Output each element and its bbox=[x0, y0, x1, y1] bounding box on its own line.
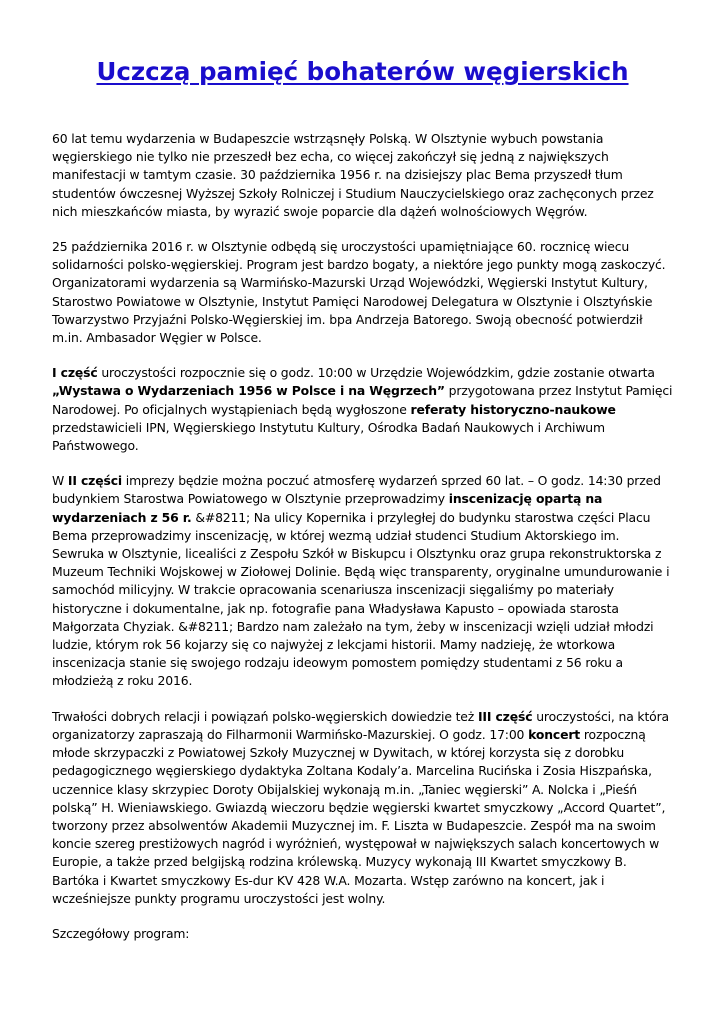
page-title bbox=[52, 0, 673, 90]
bold-staging: inscenizację opartą na wydarzeniach z 56 r. bbox=[52, 491, 603, 525]
text-span: uroczystości rozpocznie się o godz. 10:00 w Urzędzie Wojewódzkim, gdzie zostanie otwarta bbox=[97, 365, 655, 381]
bold-part-one: I część bbox=[52, 365, 98, 381]
paragraph-organizers: 25 października 2016 r. w Olsztynie odbędą się uroczystości upamiętniające 60. rocznicę wiecu solidarności polsko-węgierskiej. Program jest bardzo bogaty, a niektóre jego punkty mogą zaskoczyć. Organizatorami wydarzenia są Warmińsko-Mazurski Urząd Wojewódzki, Węgierski Instytut Kultury, Starostwo Powiatowe w Olsztynie, Instytut Pamięci Narodowej Delegatura w Olsztynie i Olsztyńskie Towarzystwo Przyjaźni Polsko-Węgierskiej im. bpa Andrzeja Batorego. Swoją obecność potwierdził m.in. Ambasador Węgier w Polsce. bbox=[52, 239, 666, 346]
title-link[interactable]: Uczczą pamięć bohaterów węgierskich bbox=[96, 57, 629, 86]
text-span: rozpoczną młode skrzypaczki z Powiatowej Szkoły Muzycznej w Dywitach, w której korzysta się z dorobku pedagogicznego węgierskiego dydaktyka Zoltana Kodaly’a. Marcelina Rucińska i Zosia Hiszpańska, uczennice klasy skrzypiec Doroty Obijalskiej wykonają m.in. „Taniec węgierski” A. Nolcka i „Pieśń polską” H. Wieniawskiego. Gwiazdą wieczoru będzie węgierski kwartet smyczkowy „Accord Quartet”, tworzony przez absolwentów Akademii Muzycznej im. F. Liszta w Budapeszcie. Zespół ma na swoim koncie szereg prestiżowych nagród i wyróżnień, występował w największych salach koncertowych w Europie, a także przed belgijską rodzina królewską. Muzycy wykonają III Kwartet smyczkowy B. Bartóka i Kwartet smyczkowy Es-dur KV 428 W.A. Mozarta. Wstęp zarówno na koncert, jak i wcześniejsze punkty programu uroczystości jest wolny. bbox=[52, 726, 666, 906]
bold-concert: koncert bbox=[528, 726, 581, 742]
paragraph-intro: 60 lat temu wydarzenia w Budapeszcie wstrząsnęły Polską. W Olsztynie wybuch powstania węgierskiego nie tylko nie przeszedł bez echa, co więcej zakończył się jedną z największych manifestacji w tamtym czasie. 30 października 1956 r. na dzisiejszy plac Bema przyszedł tłum studentów ówczesnej Wyższej Szkoły Rolniczej i Studium Nauczycielskiego oraz zachęconych przez nich mieszkańców miasta, by wyrazić swoje poparcie dla dążeń wolnościowych Węgrów. bbox=[52, 131, 654, 219]
text-span: imprezy będzie można poczuć atmosferę wydarzeń sprzed 60 lat. – O godz. 14:30 przed budynkiem Starostwa Powiatowego w Olsztynie przeprowadzimy bbox=[52, 473, 661, 507]
text-span: przygotowana przez Instytut Pamięci Narodowej. Po oficjalnych wystąpieniach będą wygłoszone bbox=[52, 383, 673, 417]
paragraph-part-three bbox=[52, 708, 673, 908]
text-span: &#8211; Na ulicy Kopernika i przyległej do budynku starostwa części Placu Bema przeprowadzimy inscenizację, w której wezmą udział studenci Studium Aktorskiego im. Sewruka w Olsztynie, licealiści z Zespołu Szkół w Biskupcu i Olsztynku oraz grupa rekonstruktorska z Muzeum Techniki Wojskowej w Ziołowej Dolinie. Będą więc transparenty, oryginalne umundurowanie i samochód milicyjny. W trakcie opracowania scenariusza inscenizacji sięgaliśmy po materiały historyczne i dokumentalne, jak np. fotografie pana Władysława Kapusto – opowiada starosta Małgorzata Chyziak. &#8211; Bardzo nam zależało na tym, żeby w inscenizacji wzięli udział młodzi ludzie, którym rok 56 kojarzy się co najwyżej z lekcjami historii. Mamy nadzieję, że wtorkowa inscenizacja stanie się swojego rodzaju ideowym pomostem pomiędzy studentami z 56 roku a młodzieżą z roku 2016. bbox=[52, 509, 670, 689]
paragraph-part-one bbox=[52, 364, 673, 455]
article-body bbox=[52, 130, 673, 943]
text-span: Trwałości dobrych relacji i powiązań polsko-węgierskich dowiedzie też bbox=[52, 708, 478, 724]
bold-lectures: referaty historyczno-naukowe bbox=[410, 401, 616, 417]
text-span: W bbox=[52, 473, 68, 489]
paragraph-part-two bbox=[52, 472, 673, 690]
bold-part-two: II części bbox=[67, 473, 123, 489]
paragraph-program-label: Szczegółowy program: bbox=[52, 925, 190, 941]
bold-exhibition-title: „Wystawa o Wydarzeniach 1956 w Polsce i na Węgrzech” bbox=[52, 383, 445, 399]
text-span: przedstawicieli IPN, Węgierskiego Instytutu Kultury, Ośrodka Badań Naukowych i Archiwum Państwowego. bbox=[52, 419, 605, 454]
text-span: uroczystości, na która organizatorzy zapraszają do Filharmonii Warmińsko-Mazurskiej. O godz. 17:00 bbox=[52, 708, 669, 742]
bold-part-three: III część bbox=[477, 708, 533, 724]
